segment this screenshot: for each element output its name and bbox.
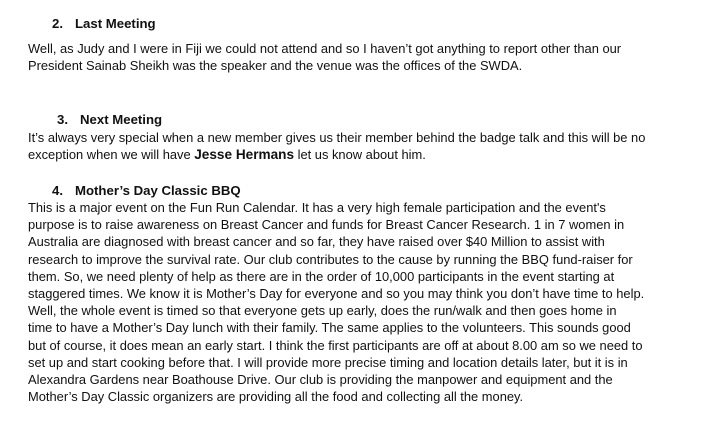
paragraph-line: Mother’s Day Classic organizers are providing all the food and collecting all the money. bbox=[28, 389, 524, 405]
paragraph-last-meeting bbox=[28, 40, 704, 74]
paragraph-line: staggered times. We know it is Mother’s Day for everyone and so you may think you don’t have time to help. bbox=[28, 285, 645, 301]
paragraph-line: set up and start cooking before that. I will provide more precise timing and location details later, but it is in bbox=[28, 354, 628, 370]
section-heading-last-meeting bbox=[52, 15, 156, 32]
section-title: Next Meeting bbox=[80, 112, 163, 127]
paragraph-line: purpose is to raise awareness on Breast Cancer and funds for Breast Cancer Research. 1 in 7 women in bbox=[28, 217, 625, 233]
paragraph-line: Alexandra Gardens near Boathouse Drive. Our club is providing the manpower and equipment and the bbox=[28, 371, 613, 387]
section-heading-next-meeting bbox=[57, 111, 162, 128]
section-title: Mother’s Day Classic BBQ bbox=[75, 183, 241, 198]
section-title: Last Meeting bbox=[75, 16, 156, 31]
section-number: 2. bbox=[52, 16, 63, 31]
section-number: 4. bbox=[52, 183, 63, 198]
paragraph-line: President Sainab Sheikh was the speaker and the venue was the offices of the SWDA. bbox=[28, 58, 523, 74]
member-name: Jesse Hermans bbox=[194, 147, 295, 163]
line-text-after: let us know about him. bbox=[294, 147, 426, 163]
section-heading-mothers-day-bbq bbox=[52, 182, 241, 199]
paragraph-line-with-name bbox=[28, 146, 704, 163]
section-number: 3. bbox=[57, 112, 68, 127]
paragraph-line: research to improve the survival rate. Our club contributes to the cause by running the BBQ fund-raiser for bbox=[28, 251, 633, 267]
paragraph-line: Well, the whole event is timed so that everyone gets up early, does the run/walk and then goes home in bbox=[28, 303, 617, 319]
paragraph-mothers-day-bbq bbox=[28, 199, 704, 405]
paragraph-line: them. So, we need plenty of help as there are in the order of 10,000 participants in the event starting at bbox=[28, 268, 615, 284]
paragraph-next-meeting bbox=[28, 129, 704, 163]
paragraph-line: Well, as Judy and I were in Fiji we could not attend and so I haven’t got anything to report other than our bbox=[28, 41, 622, 56]
paragraph-line: This is a major event on the Fun Run Calendar. It has a very high female participation and the event's bbox=[28, 200, 606, 215]
paragraph-line: It’s always very special when a new member gives us their member behind the badge talk and this will be no bbox=[28, 130, 646, 145]
paragraph-line: Australia are diagnosed with breast cancer and so far, they have raised over $40 Million to assist with bbox=[28, 234, 605, 250]
paragraph-line: time to have a Mother’s Day lunch with their family. The same applies to the volunteers. This sounds good bbox=[28, 320, 631, 336]
line-text-before: exception when we will have bbox=[28, 147, 195, 163]
paragraph-line: but of course, it does mean an early start. I think the first participants are off at about 8.00 am so we need to bbox=[28, 337, 643, 353]
